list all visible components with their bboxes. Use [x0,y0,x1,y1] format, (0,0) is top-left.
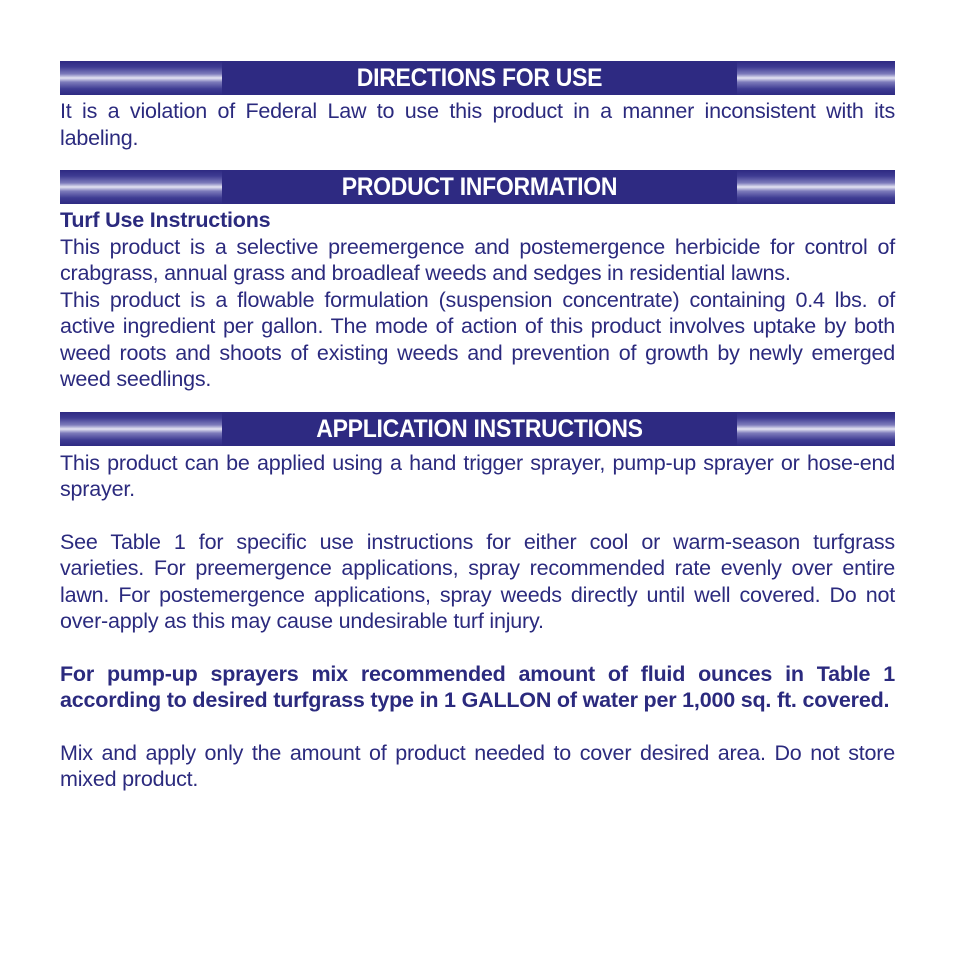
application-title: APPLICATION INSTRUCTIONS [316,414,643,443]
banner-left-bar [60,412,222,446]
banner-right-bar [737,170,895,204]
directions-text: It is a violation of Federal Law to use this product in a manner inconsistent with its labeling. [60,99,895,150]
product-info-title: PRODUCT INFORMATION [341,173,618,201]
application-banner [60,412,895,446]
label-page [60,61,895,793]
application-para-3: For pump-up sprayers mix recommended amount of fluid ounces in Table 1 according to desired turfgrass type in 1 GALLON of water per 1,000 sq. ft. covered. [60,661,895,712]
banner-right-bar [737,61,895,95]
product-info-para-2: This product is a flowable formulation (suspension concentrate) containing 0.4 lbs. of active ingredient per gallon. The mode of action of this product involves uptake by both weed roots and shoots of existing weeds and prevention of growth by newly emerged weed seedlings. [60,287,895,391]
product-info-para-1: This product is a selective preemergence and postemergence herbicide for control of crabgrass, annual grass and broadleaf weeds and sedges in residential lawns. [60,234,895,285]
directions-title: DIRECTIONS FOR USE [356,64,603,92]
turf-use-heading: Turf Use Instructions [60,208,271,232]
banner-left-bar [60,170,222,204]
directions-banner [60,61,895,95]
product-info-banner [60,170,895,204]
application-para-4: Mix and apply only the amount of product needed to cover desired area. Do not store mixed product. [60,740,895,791]
application-para-1: This product can be applied using a hand trigger sprayer, pump-up sprayer or hose-end sprayer. [60,450,895,501]
banner-right-bar [737,412,895,446]
banner-left-bar [60,61,222,95]
application-para-2: See Table 1 for specific use instructions for either cool or warm-season turfgrass varieties. For preemergence applications, spray recommended rate evenly over entire lawn. For postemergence applications, spray weeds directly until well covered. Do not over-apply as this may cause undesirable turf injury. [60,529,895,633]
